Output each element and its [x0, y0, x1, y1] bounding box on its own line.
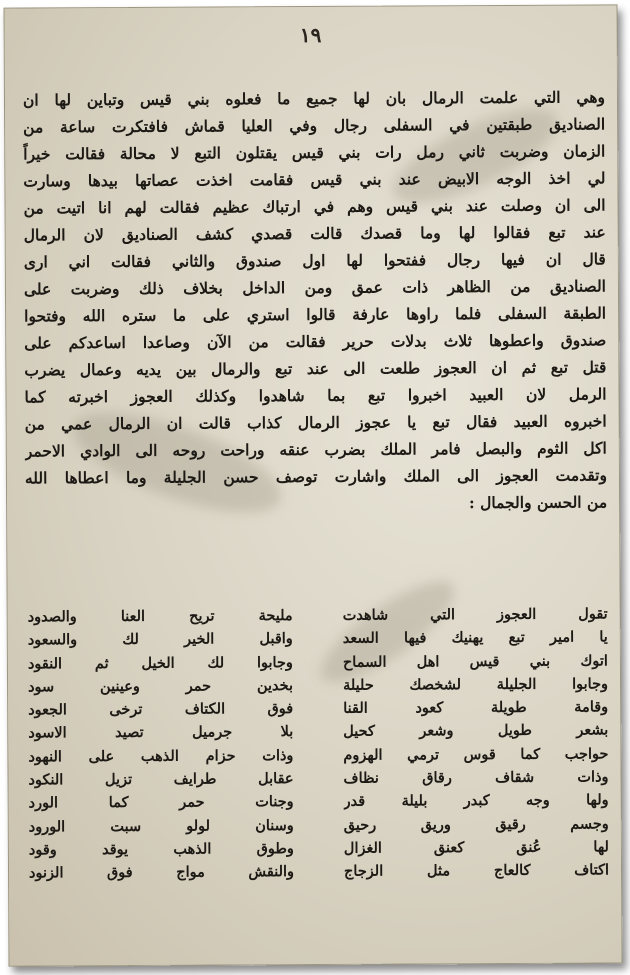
- prose-line: وتقدمت العجوز الى الملك واشارت توصف حسن الجليلة وما اعطاها الله: [24, 465, 607, 488]
- verse-second-hemistich: وجنات حمر كما الورد: [28, 793, 294, 812]
- verse-second-hemistich: وسنان لولو سبت الورود: [28, 816, 294, 836]
- prose-line: من الحسن والجمال :: [468, 492, 608, 513]
- verse-first-hemistich: وذات شقاف رقاق نظاف: [343, 768, 609, 787]
- verse-second-hemistich: بخدين حمر وعينين سود: [28, 676, 294, 696]
- book-page: [3, 4, 622, 966]
- prose-line: صندوق واعطوها ثلاث بدلات حرير فقالت من الآن وصاعدا اساعدكم على: [24, 330, 607, 353]
- prose-line: عند تبع فقالوا لها وما قصدك قالت قصدي كشف الصناديق لان الرمال: [23, 222, 606, 245]
- verse-first-hemistich: وجسم رقيق وريق رحيق: [343, 815, 609, 834]
- verse-first-hemistich: اتوك بني قيس اهل السماح: [342, 652, 608, 671]
- prose-line: وهي التي علمت الرمال بان لها جميع ما فعلوه بني قيس وتباين لها ان: [22, 87, 606, 110]
- verse-second-hemistich: وطوق الذهب يوقد وقود: [28, 840, 294, 859]
- verse-second-hemistich: وذات حزام الذهب على النهود: [28, 746, 294, 766]
- verse-second-hemistich: فوق الكتاف ترخى الجعود: [28, 700, 294, 719]
- verse-second-hemistich: وجابوا لك الخيل ثم النقود: [27, 653, 293, 673]
- verse-first-hemistich: تقول العجوز التي شاهدت: [342, 605, 608, 624]
- verse-first-hemistich: وقامة طويلة كعود القنا: [343, 698, 609, 718]
- poem-right-column: [343, 602, 610, 963]
- prose-line: لي اخذ الوجه الابيض عند بني قيس فقامت اخذت عصاتها بيدها وسارت: [23, 168, 606, 191]
- prose-line: الى ان وصلت عند بني قيس وهم في ارتباك عظيم فقالت لهم انا اتيت من: [23, 195, 606, 218]
- verse-second-hemistich: والنقش مواج فوق الزنود: [28, 863, 295, 882]
- verse-first-hemistich: وجابوا الجليلة لشخصك حليلة: [343, 675, 609, 694]
- verse-second-hemistich: عقابل طرايف تزيل النكود: [28, 770, 294, 789]
- verse-first-hemistich: ولها وجه كبدر بليلة قدر: [343, 791, 609, 811]
- prose-line: الرمل لان العبيد اخبروا تبع بما شاهدوا وكذلك العجوز اخبرته كما: [24, 384, 607, 407]
- verse-first-hemistich: بشعر طويل وشعر كحيل: [343, 721, 609, 741]
- prose-line: اخبروه العبيد فقال تبع يا عجوز الرمال كذاب قالت ان الرمال عمي من: [24, 411, 607, 434]
- verse-first-hemistich: يا امير تبع يهنيك فيها السعد: [342, 628, 608, 648]
- verse-first-hemistich: لها عُنق كعنق الغزال: [343, 838, 609, 857]
- prose-paragraph: [23, 83, 607, 518]
- verse-first-hemistich: حواجب كما قوس ترمي الهزوم: [343, 745, 609, 764]
- verse-second-hemistich: واقبل الخير لك والسعود: [27, 630, 293, 649]
- page-number: ١٩: [299, 22, 322, 48]
- verse-second-hemistich: مليحة تريح العنا والصدود: [27, 607, 293, 626]
- prose-line: الزمان وضربت ثاني رمل رات بني قيس يقتلون التبع لا محالة فقالت خيراً: [23, 141, 606, 164]
- prose-line: الصناديق من الظاهر ذات عمق ومن الداخل بخلاف ذلك وضربت على: [23, 276, 607, 299]
- prose-line: اكل الثوم والبصل فامر الملك بضرب عنقه وراحت روحه الى الوادي الاحمر: [24, 438, 607, 461]
- poem-left-column: [28, 604, 295, 965]
- prose-line: قال ان فيها رجال ففتحوا لها اول صندوق والثاني فقالت اني ارى: [23, 249, 606, 272]
- verse-second-hemistich: بلا جرميل تصيد الاسود: [28, 723, 294, 742]
- verse-first-hemistich: اكتاف كالعاج مثل الزجاج: [343, 861, 610, 881]
- prose-line: الصناديق طبقتين في السفلى رجال وفي العليا قماش فافتكرت ساعة من: [23, 114, 606, 137]
- prose-line: الطبقة السفلى فلما راوها عارفة قالوا استري على ما ستره الله وفتحوا: [24, 303, 607, 326]
- prose-line: قتل تبع ثم ان العجوز طلعت الى عند تبع والرمال بين يديه وعمال يضرب: [24, 357, 607, 380]
- poem: [28, 602, 610, 965]
